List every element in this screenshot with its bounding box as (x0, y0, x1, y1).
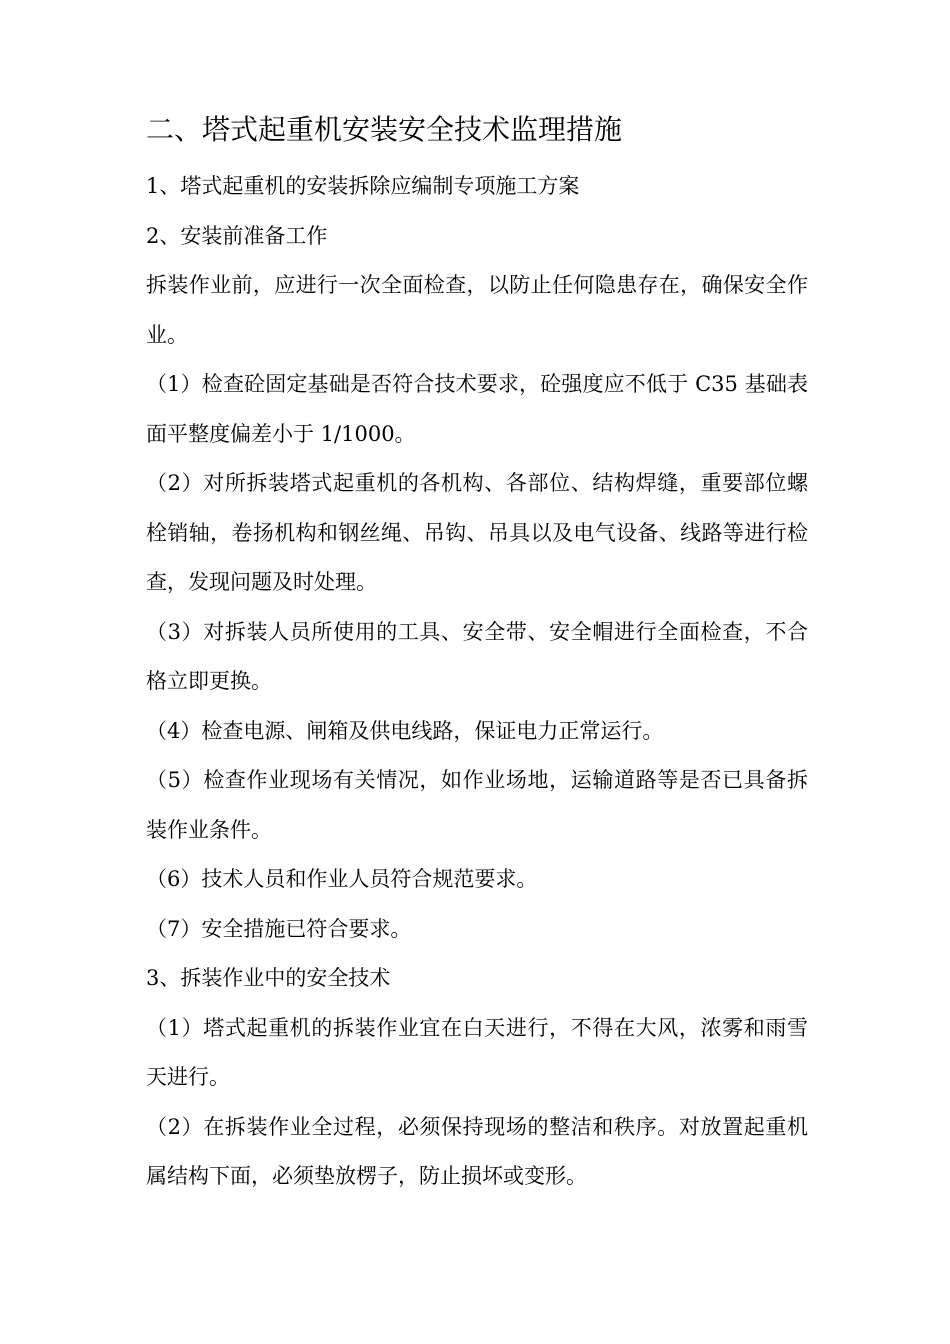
check-item-1: （1）检查砼固定基础是否符合技术要求，砼强度应不低于 C35 基础表面平整度偏差小于 1/1000。 (146, 372, 808, 446)
check-item-5: （5）检查作业现场有关情况，如作业场地，运输道路等是否已具备拆装作业条件。 (146, 768, 808, 842)
check-item-3: （3）对拆装人员所使用的工具、安全带、安全帽进行全面检查，不合格立即更换。 (146, 619, 808, 693)
intro-paragraph: 拆装作业前，应进行一次全面检查，以防止任何隐患存在，确保安全作业。 (146, 273, 808, 347)
safety-item-2: （2）在拆装作业全过程，必须保持现场的整洁和秩序。对放置起重机属结构下面，必须垫放楞子，防止损坏或变形。 (146, 1114, 808, 1188)
safety-item-1: （1）塔式起重机的拆装作业宜在白天进行，不得在大风，浓雾和雨雪天进行。 (146, 1015, 808, 1089)
document-body (146, 162, 808, 1202)
item-3-heading: 3、拆装作业中的安全技术 (146, 966, 391, 990)
check-item-2: （2）对所拆装塔式起重机的各机构、各部位、结构焊缝，重要部位螺栓销轴，卷扬机构和钢丝绳、吊钩、吊具以及电气设备、线路等进行检查，发现问题及时处理。 (146, 471, 808, 594)
item-2-heading: 2、安装前准备工作 (146, 223, 328, 248)
item-1-heading: 1、塔式起重机的安装拆除应编制专项施工方案 (146, 174, 580, 198)
section-title: 二、塔式起重机安装安全技术监理措施 (146, 113, 623, 146)
check-item-7: （7）安全措施已符合要求。 (146, 916, 412, 941)
check-item-6: （6）技术人员和作业人员符合规范要求。 (146, 867, 538, 891)
check-item-4: （4）检查电源、闸箱及供电线路，保证电力正常运行。 (146, 718, 664, 743)
